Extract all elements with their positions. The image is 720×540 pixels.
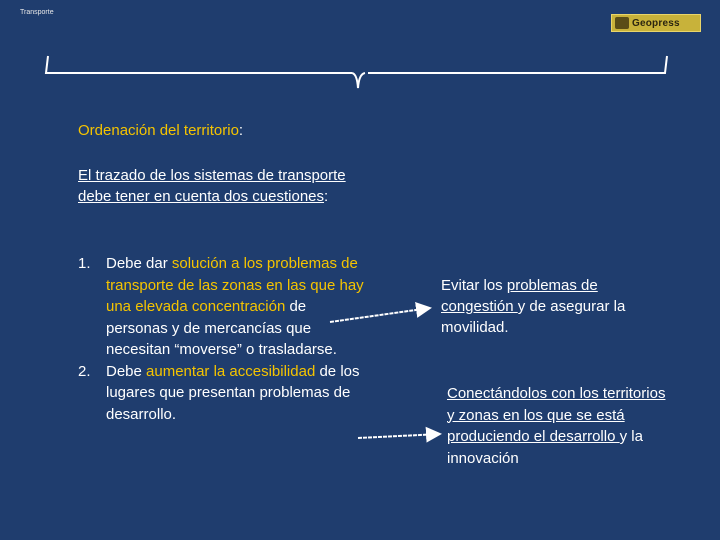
list-number: 1. xyxy=(78,255,91,272)
note-underlined: problemas de congestión xyxy=(441,277,598,315)
list-number: 2. xyxy=(78,362,91,380)
intro-suffix: : xyxy=(324,188,329,205)
arrow-2 xyxy=(358,434,440,438)
list-text-part: Debe dar xyxy=(106,255,172,272)
list-text-highlight: aumentar la accesibilidad xyxy=(146,362,316,380)
section-title-text: Ordenación del territorio xyxy=(78,122,239,139)
section-title-suffix: : xyxy=(238,122,244,139)
intro-underlined: El trazado de los sistemas de transporte debe tener en cuenta dos cuestiones xyxy=(78,167,346,205)
list-text-highlight: solución a los problemas de transporte de las zonas en las que hay una elevada concentración xyxy=(106,255,364,315)
list-text-part: de personas y de mercancías que necesitan “moverse” o trasladarse. xyxy=(106,298,337,358)
note-text: y de asegurar la movilidad. xyxy=(441,298,626,336)
list-text-part: Debe xyxy=(106,362,147,380)
list-text-part: de los lugares que presentan problemas de desarrollo. xyxy=(106,362,360,423)
section-label: Transporte xyxy=(20,9,54,16)
logo-text: Geopress xyxy=(632,17,680,29)
arrow-1 xyxy=(330,308,430,322)
note-underlined: Conectándolos con los territorios y zonas en los que se está produciendo el desarrollo xyxy=(447,385,666,445)
note-text: Evitar los xyxy=(441,277,507,294)
note-text: y la innovación xyxy=(447,428,643,467)
